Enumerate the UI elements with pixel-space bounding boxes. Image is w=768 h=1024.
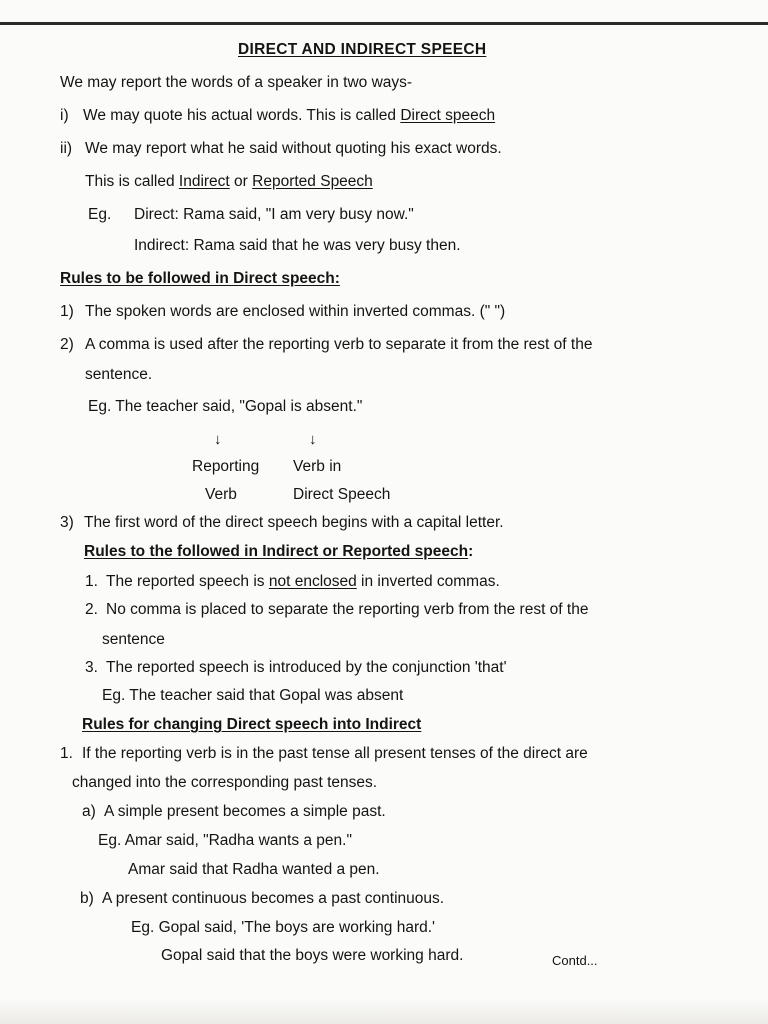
indirect-rule-1-line	[106, 572, 500, 592]
rule-a-label: a)	[82, 803, 96, 820]
direct-rule-1-number: 1)	[60, 303, 74, 320]
rule-a-indirect: Amar said that Radha wanted a pen.	[128, 861, 380, 878]
intro-text: We may report the words of a speaker in two ways-	[60, 74, 413, 91]
continued-marker: Contd...	[552, 953, 598, 968]
label-verb-in: Verb in	[293, 458, 342, 475]
rule-a-example: Eg. Amar said, "Radha wants a pen."	[98, 832, 352, 849]
heading-rules-indirect-speech	[84, 542, 473, 562]
indirect-rule-1-pre: The reported speech is	[106, 573, 269, 590]
down-arrow-icon: ↓	[214, 431, 222, 448]
not-enclosed-term: not enclosed	[268, 573, 357, 590]
label-reporting: Reporting	[192, 458, 260, 475]
way-2-continuation	[85, 172, 373, 192]
way-1-line	[83, 106, 495, 126]
example-1-indirect: Indirect: Rama said that he was very busy then.	[134, 237, 461, 254]
indirect-rule-1-post: in inverted commas.	[356, 573, 500, 590]
example-1-label: Eg.	[88, 206, 112, 223]
indirect-rule-2-number: 2.	[85, 601, 98, 618]
heading-colon: :	[468, 543, 474, 560]
reported-speech-term: Reported Speech	[252, 173, 373, 190]
changing-rule-1-number: 1.	[60, 745, 73, 762]
way-2-text: We may report what he said without quoting his exact words.	[85, 140, 502, 157]
direct-rule-3-text: The first word of the direct speech begins with a capital letter.	[84, 514, 504, 531]
heading-rules-changing: Rules for changing Direct speech into Indirect	[82, 716, 422, 733]
indirect-rule-3-number: 3.	[85, 659, 98, 676]
down-arrow-icon: ↓	[309, 431, 317, 448]
heading-rules-indirect-text: Rules to the followed in Indirect or Reported speech	[84, 543, 469, 560]
indirect-rule-2-text: No comma is placed to separate the reporting verb from the rest of the	[106, 601, 589, 618]
rule-b-text: A present continuous becomes a past continuous.	[102, 890, 445, 907]
direct-rule-1-text: The spoken words are enclosed within inverted commas. (" ")	[85, 303, 506, 320]
direct-rule-2-example: Eg. The teacher said, "Gopal is absent."	[88, 398, 363, 415]
changing-rule-1-continuation: changed into the corresponding past tenses.	[72, 774, 378, 791]
rule-b-example: Eg. Gopal said, 'The boys are working hard.'	[131, 919, 436, 936]
label-direct-speech: Direct Speech	[293, 486, 391, 503]
direct-rule-2-text: A comma is used after the reporting verb to separate it from the rest of the	[85, 336, 593, 353]
rule-a-text: A simple present becomes a simple past.	[104, 803, 386, 820]
direct-rule-3-number: 3)	[60, 514, 74, 531]
indirect-rule-2-continuation: sentence	[102, 631, 165, 648]
changing-rule-1-text: If the reporting verb is in the past tense all present tenses of the direct are	[82, 745, 588, 762]
bottom-edge-shadow	[0, 998, 768, 1024]
way-1-text: We may quote his actual words. This is called	[83, 107, 401, 124]
this-is-called-text: This is called	[85, 173, 179, 190]
direct-speech-term: Direct speech	[400, 107, 496, 124]
indirect-rule-3-example: Eg. The teacher said that Gopal was absent	[102, 687, 404, 704]
way-2-number: ii)	[60, 140, 73, 157]
rule-b-indirect: Gopal said that the boys were working hard.	[161, 947, 464, 964]
indirect-term: Indirect	[178, 173, 230, 190]
top-border-line	[0, 22, 768, 25]
example-1-direct: Direct: Rama said, "I am very busy now."	[134, 206, 414, 223]
label-verb: Verb	[205, 486, 237, 503]
heading-rules-direct-speech: Rules to be followed in Direct speech:	[60, 270, 340, 287]
way-1-number: i)	[60, 107, 69, 124]
rule-b-label: b)	[80, 890, 94, 907]
direct-rule-2-number: 2)	[60, 336, 74, 353]
or-text: or	[229, 173, 253, 190]
page-title: DIRECT AND INDIRECT SPEECH	[238, 41, 487, 58]
indirect-rule-1-number: 1.	[85, 573, 98, 590]
indirect-rule-3-text: The reported speech is introduced by the conjunction 'that'	[106, 659, 507, 676]
direct-rule-2-continuation: sentence.	[85, 366, 153, 383]
